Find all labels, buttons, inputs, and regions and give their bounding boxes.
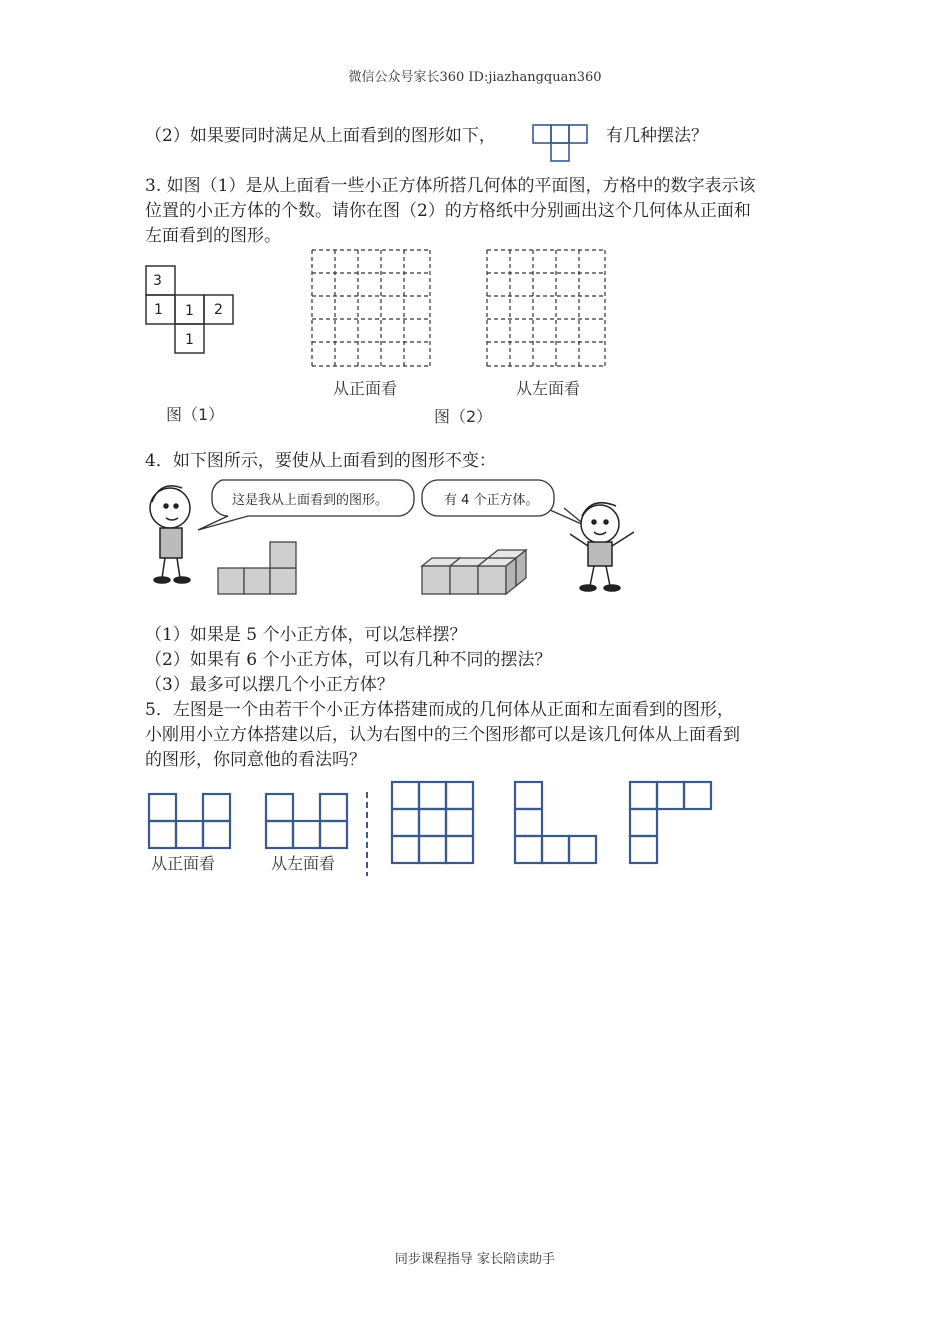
q2-part2-text: （2）如果要同时满足从上面看到的图形如下， xyxy=(145,126,496,146)
q5-option-a xyxy=(392,782,473,863)
q4-illustration xyxy=(140,474,650,600)
q5-option-c xyxy=(630,782,711,863)
q4-sub-1: （1）如果是 5 个小正方体，可以怎样摆？ xyxy=(145,625,467,645)
q3-front-grid xyxy=(310,248,434,372)
q3-left-grid xyxy=(485,248,609,372)
fig1-caption: 图（1） xyxy=(166,405,225,424)
q5-line-1: 5．左图是一个由若干个小正方体搭建而成的几何体从正面和左面看到的图形， xyxy=(145,700,734,720)
q2-part2-question: 有几种摆法？ xyxy=(606,126,708,146)
q5-line-2: 小刚用小立方体搭建以后，认为右图中的三个图形都可以是该几何体从上面看到 xyxy=(145,725,740,745)
q3-line-3: 左面看到的图形。 xyxy=(145,226,281,246)
q5-left-caption: 从左面看 xyxy=(271,854,336,873)
plan-number: 1 xyxy=(185,332,194,348)
left-view-caption: 从左面看 xyxy=(516,379,581,398)
q5-option-b xyxy=(515,782,596,863)
cartoon-boy-left xyxy=(150,486,190,583)
q4-sub-3: （3）最多可以摆几个小正方体？ xyxy=(145,675,394,695)
plan-number: 1 xyxy=(185,303,194,319)
bubble-left-text: 这是我从上面看到的图形。 xyxy=(232,493,389,508)
page-footer: 同步课程指导 家长陪读助手 xyxy=(394,1252,556,1267)
q5-left-view xyxy=(266,794,347,848)
q3-plan-view xyxy=(142,262,242,360)
q4-sub-2: （2）如果有 6 个小正方体，可以有几种不同的摆法？ xyxy=(145,650,552,670)
q4-cube-stack xyxy=(422,550,526,594)
plan-number: 3 xyxy=(153,273,162,289)
q5-line-3: 的图形，你同意他的看法吗？ xyxy=(145,750,366,770)
bubble-right-text: 有 4 个正方体。 xyxy=(444,493,539,508)
cartoon-boy-right xyxy=(570,503,634,591)
q2-top-view-shape xyxy=(532,124,590,164)
page-header: 微信公众号家长360 ID:jiazhangquan360 xyxy=(348,70,602,85)
front-view-caption: 从正面看 xyxy=(333,379,398,398)
q5-front-caption: 从正面看 xyxy=(151,854,216,873)
plan-number: 1 xyxy=(154,302,163,318)
q3-line-2: 位置的小正方体的个数。请你在图（2）的方格纸中分别画出这个几何体从正面和 xyxy=(145,201,751,221)
q5-front-view xyxy=(149,794,230,848)
plan-number: 2 xyxy=(214,302,223,318)
q3-line-1: 3. 如图（1）是从上面看一些小正方体所搭几何体的平面图，方格中的数字表示该 xyxy=(145,176,756,196)
fig2-caption: 图（2） xyxy=(434,407,493,426)
q4-title: 4．如下图所示，要使从上面看到的图形不变： xyxy=(145,451,496,471)
q5-figures xyxy=(140,780,720,880)
q4-top-view-shape xyxy=(218,542,296,594)
